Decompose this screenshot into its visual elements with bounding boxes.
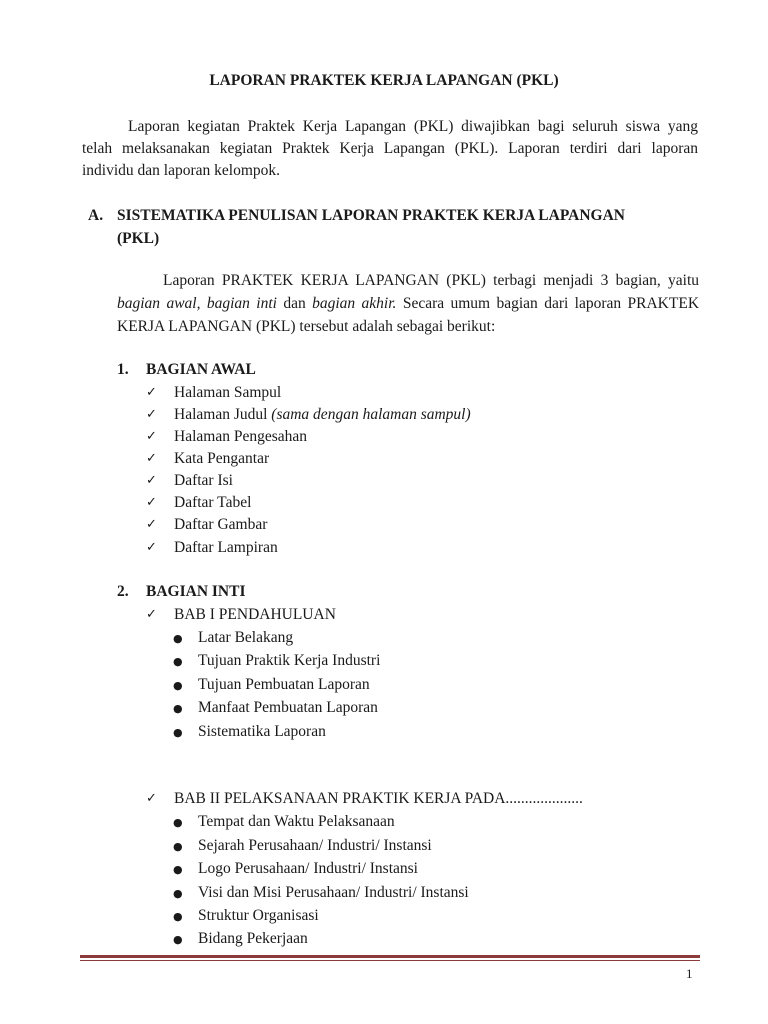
section-a-para-line-2 <box>117 295 699 313</box>
bab2-item: Bidang Pekerjaan <box>198 930 308 947</box>
section-a-title-line-2: (PKL) <box>117 230 160 247</box>
bullet-icon: ● <box>173 679 183 692</box>
para-em-1: bagian awal, bagian inti <box>117 295 277 312</box>
check-icon: ✓ <box>146 517 157 532</box>
check-icon: ✓ <box>146 495 157 510</box>
bab1-title: BAB I PENDAHULUAN <box>174 606 336 623</box>
check-icon: ✓ <box>146 791 157 806</box>
bullet-icon: ● <box>173 863 183 876</box>
para-text-2: Secara umum bagian dari laporan PRAKTEK <box>396 295 700 312</box>
bab2-item: Tempat dan Waktu Pelaksanaan <box>198 813 395 830</box>
bagian-awal-item: Daftar Gambar <box>174 516 268 533</box>
bagian-awal-number: 1. <box>117 361 129 378</box>
check-icon: ✓ <box>146 451 157 466</box>
bab1-item: Tujuan Pembuatan Laporan <box>198 676 370 693</box>
bullet-icon: ● <box>173 840 183 853</box>
bagian-inti-title: BAGIAN INTI <box>146 583 246 600</box>
bagian-awal-item-note: (sama dengan halaman sampul) <box>271 406 471 423</box>
intro-line-1: Laporan kegiatan Praktek Kerja Lapangan (PKL) diwajibkan bagi seluruh siswa yang <box>128 118 698 135</box>
bullet-icon: ● <box>173 887 183 900</box>
check-icon: ✓ <box>146 607 157 622</box>
intro-line-2: telah melaksanakan kegiatan Praktek Kerja Lapangan (PKL). Laporan terdiri dari laporan <box>82 140 698 157</box>
bagian-awal-title: BAGIAN AWAL <box>146 361 256 378</box>
bab1-item: Tujuan Praktik Kerja Industri <box>198 652 381 669</box>
bab2-item: Visi dan Misi Perusahaan/ Industri/ Instansi <box>198 884 469 901</box>
bab2-item: Sejarah Perusahaan/ Industri/ Instansi <box>198 837 432 854</box>
bab1-item: Latar Belakang <box>198 629 294 646</box>
para-text-1: dan <box>276 295 313 312</box>
check-icon: ✓ <box>146 429 157 444</box>
bab2-item: Struktur Organisasi <box>198 907 319 924</box>
check-icon: ✓ <box>146 407 157 422</box>
bagian-awal-item: Daftar Tabel <box>174 494 252 511</box>
bab2-item: Logo Perusahaan/ Industri/ Instansi <box>198 860 418 877</box>
para-em-2: bagian akhir. <box>312 295 397 312</box>
footer-rule-thick <box>80 955 700 958</box>
bagian-awal-item: Kata Pengantar <box>174 450 270 467</box>
bagian-awal-item: Halaman Sampul <box>174 384 282 401</box>
bagian-awal-item: Daftar Isi <box>174 472 233 489</box>
intro-line-3: individu dan laporan kelompok. <box>82 162 281 179</box>
bagian-awal-item <box>174 406 471 424</box>
check-icon: ✓ <box>146 385 157 400</box>
bagian-awal-item: Daftar Lampiran <box>174 539 278 556</box>
section-a-para-line-1: Laporan PRAKTEK KERJA LAPANGAN (PKL) terbagi menjadi 3 bagian, yaitu <box>163 272 699 289</box>
bagian-inti-number: 2. <box>117 583 129 600</box>
bab1-item: Manfaat Pembuatan Laporan <box>198 699 378 716</box>
document-title: LAPORAN PRAKTEK KERJA LAPANGAN (PKL) <box>209 72 559 89</box>
section-a-para-line-3: KERJA LAPANGAN (PKL) tersebut adalah sebagai berikut: <box>117 318 496 335</box>
bullet-icon: ● <box>173 910 183 923</box>
bagian-awal-item-label: Halaman Judul <box>174 406 268 423</box>
section-a-letter: A. <box>88 207 104 224</box>
bullet-icon: ● <box>173 933 183 946</box>
bab1-item: Sistematika Laporan <box>198 723 326 740</box>
page-number: 1 <box>686 966 693 981</box>
bab2-title: BAB II PELAKSANAAN PRAKTIK KERJA PADA.................... <box>174 790 583 807</box>
footer-rule-thin <box>80 960 700 961</box>
bullet-icon: ● <box>173 726 183 739</box>
check-icon: ✓ <box>146 540 157 555</box>
section-a-title-line-1: SISTEMATIKA PENULISAN LAPORAN PRAKTEK KERJA LAPANGAN <box>117 207 625 224</box>
bagian-awal-item: Halaman Pengesahan <box>174 428 307 445</box>
bullet-icon: ● <box>173 632 183 645</box>
bullet-icon: ● <box>173 655 183 668</box>
check-icon: ✓ <box>146 473 157 488</box>
bullet-icon: ● <box>173 816 183 829</box>
bullet-icon: ● <box>173 702 183 715</box>
